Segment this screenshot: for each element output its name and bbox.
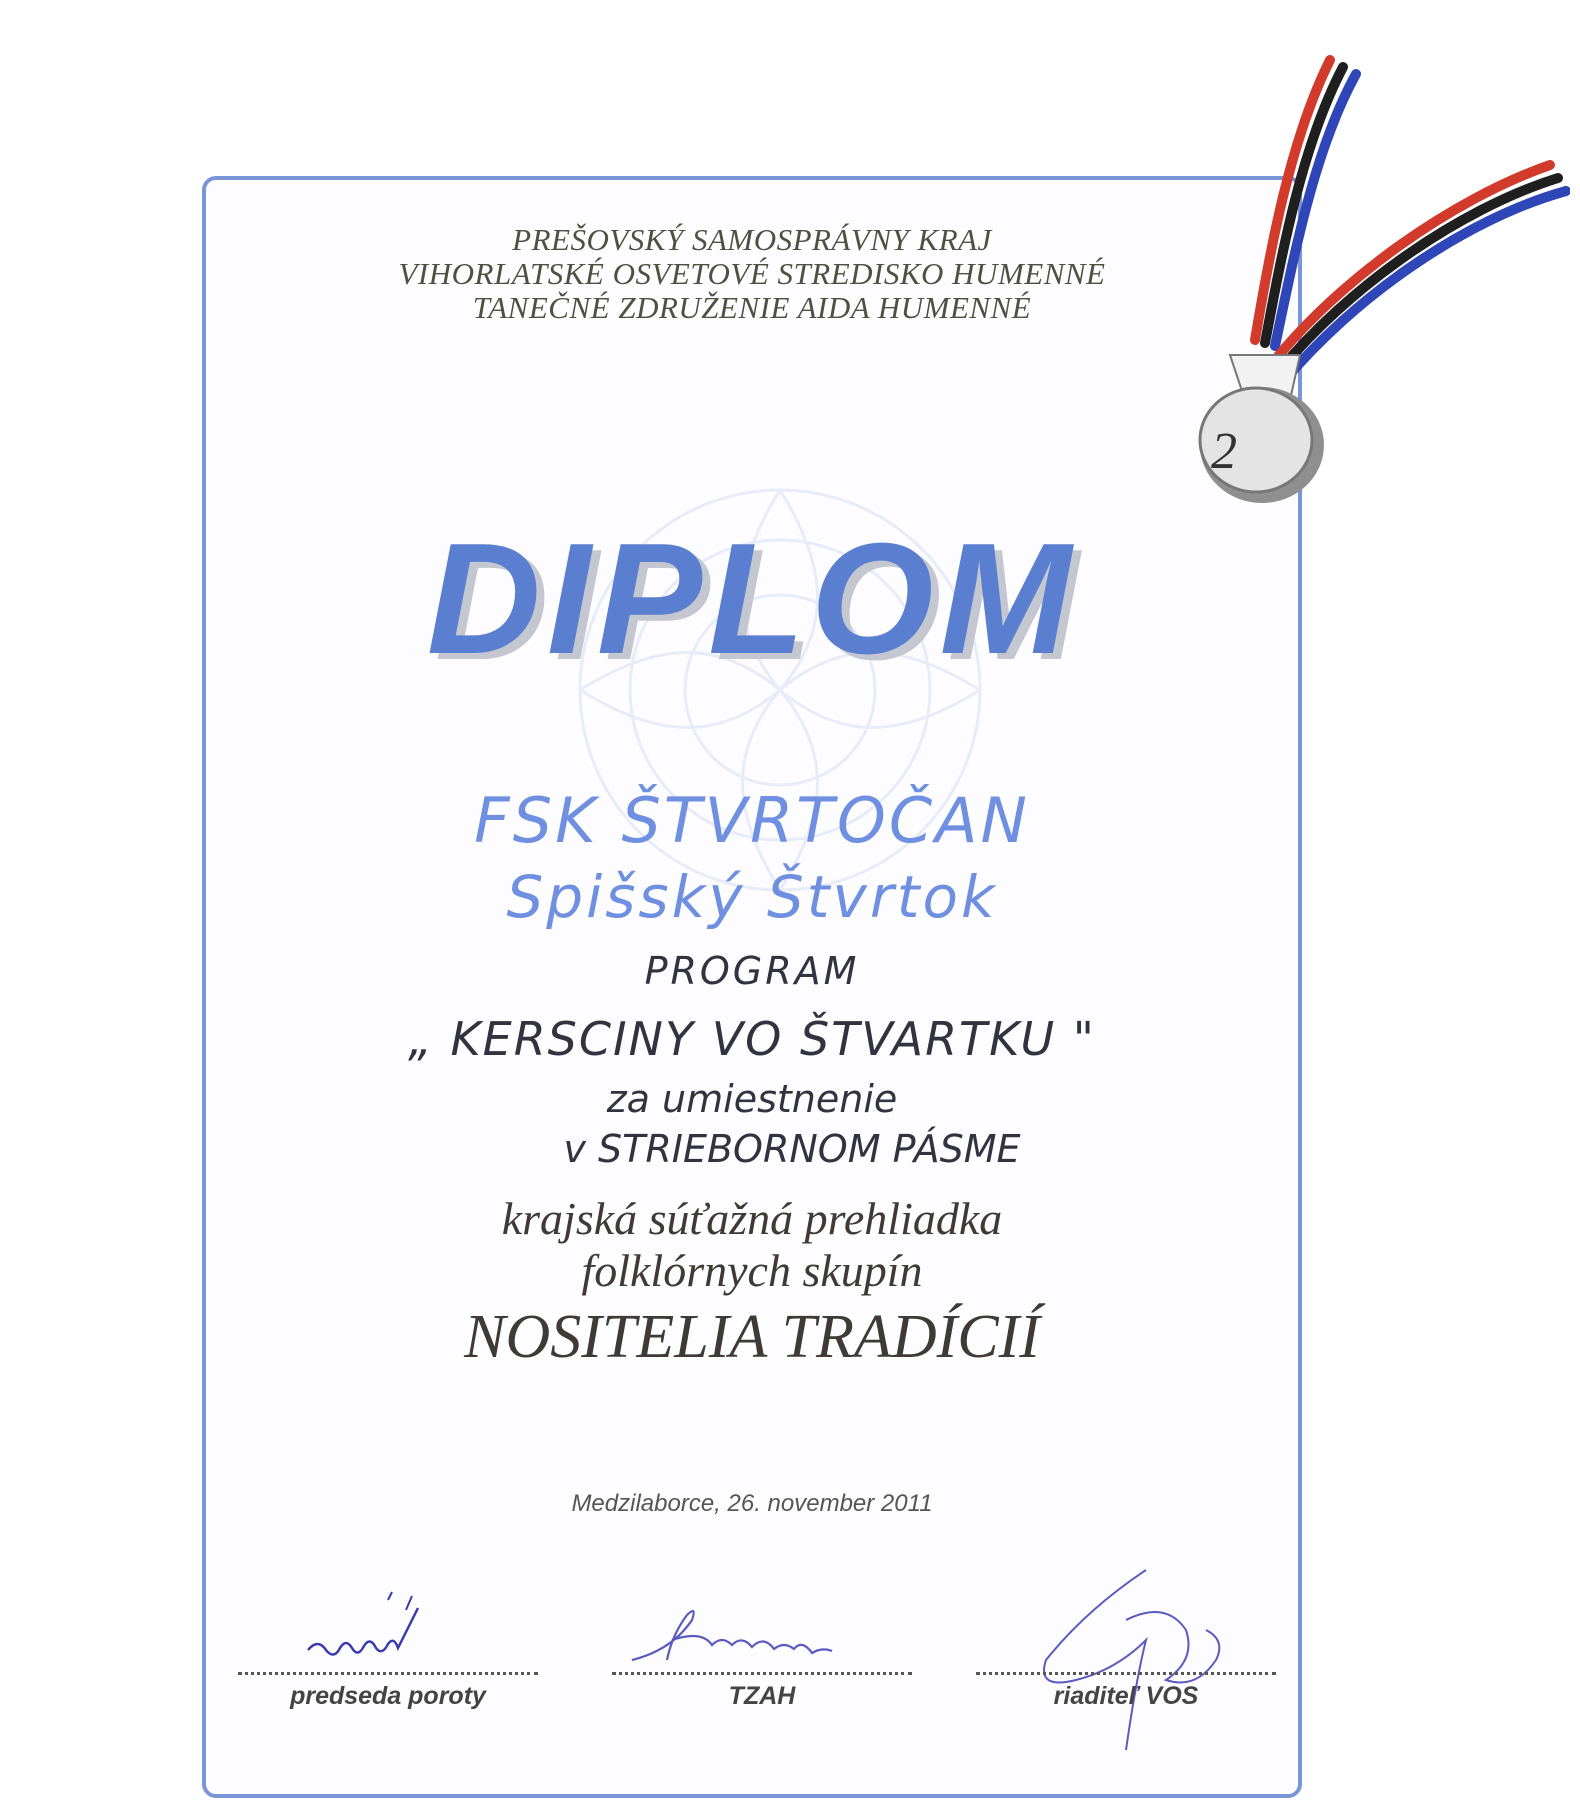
recipient-group: FSK ŠTVRTOČAN: [474, 784, 1030, 857]
program-name: „ KERSCINY VO ŠTVARTKU ": [408, 1012, 1096, 1066]
event-line-2: folklórnych skupín: [581, 1245, 923, 1296]
award-line-2: v STRIEBORNOM PÁSME: [563, 1127, 1021, 1171]
program-label: PROGRAM: [644, 949, 860, 993]
event-line-1: krajská súťažná prehliadka: [501, 1193, 1003, 1244]
issuer-line-3: TANEČNÉ ZDRUŽENIE AIDA HUMENNÉ: [472, 290, 1032, 325]
signature-line: [612, 1672, 912, 1675]
signature-label: TZAH: [728, 1682, 796, 1710]
signature-label: predseda poroty: [290, 1682, 486, 1710]
medal-number: 2: [1211, 423, 1237, 480]
signature-line: [976, 1672, 1276, 1675]
issuer-line-1: PREŠOVSKÝ SAMOSPRÁVNY KRAJ: [512, 222, 992, 257]
issuer-line-2: VIHORLATSKÉ OSVETOVÉ STREDISKO HUMENNÉ: [398, 256, 1106, 291]
event-name: NOSITELIA TRADÍCIÍ: [464, 1303, 1040, 1371]
award-line-1: za umiestnenie: [606, 1077, 898, 1121]
signature-director: [976, 1560, 1276, 1760]
place-date: Medzilaborce, 26. november 2011: [571, 1490, 933, 1517]
recipient-town: Spišský Štvrtok: [506, 863, 998, 931]
signature-jury-chair: [238, 1590, 538, 1680]
signature-label: riaditeľ VOS: [1053, 1682, 1199, 1710]
signature-line: [238, 1672, 538, 1675]
diploma-title: DIPLOM: [426, 511, 1078, 687]
signature-tzah: [612, 1590, 912, 1680]
